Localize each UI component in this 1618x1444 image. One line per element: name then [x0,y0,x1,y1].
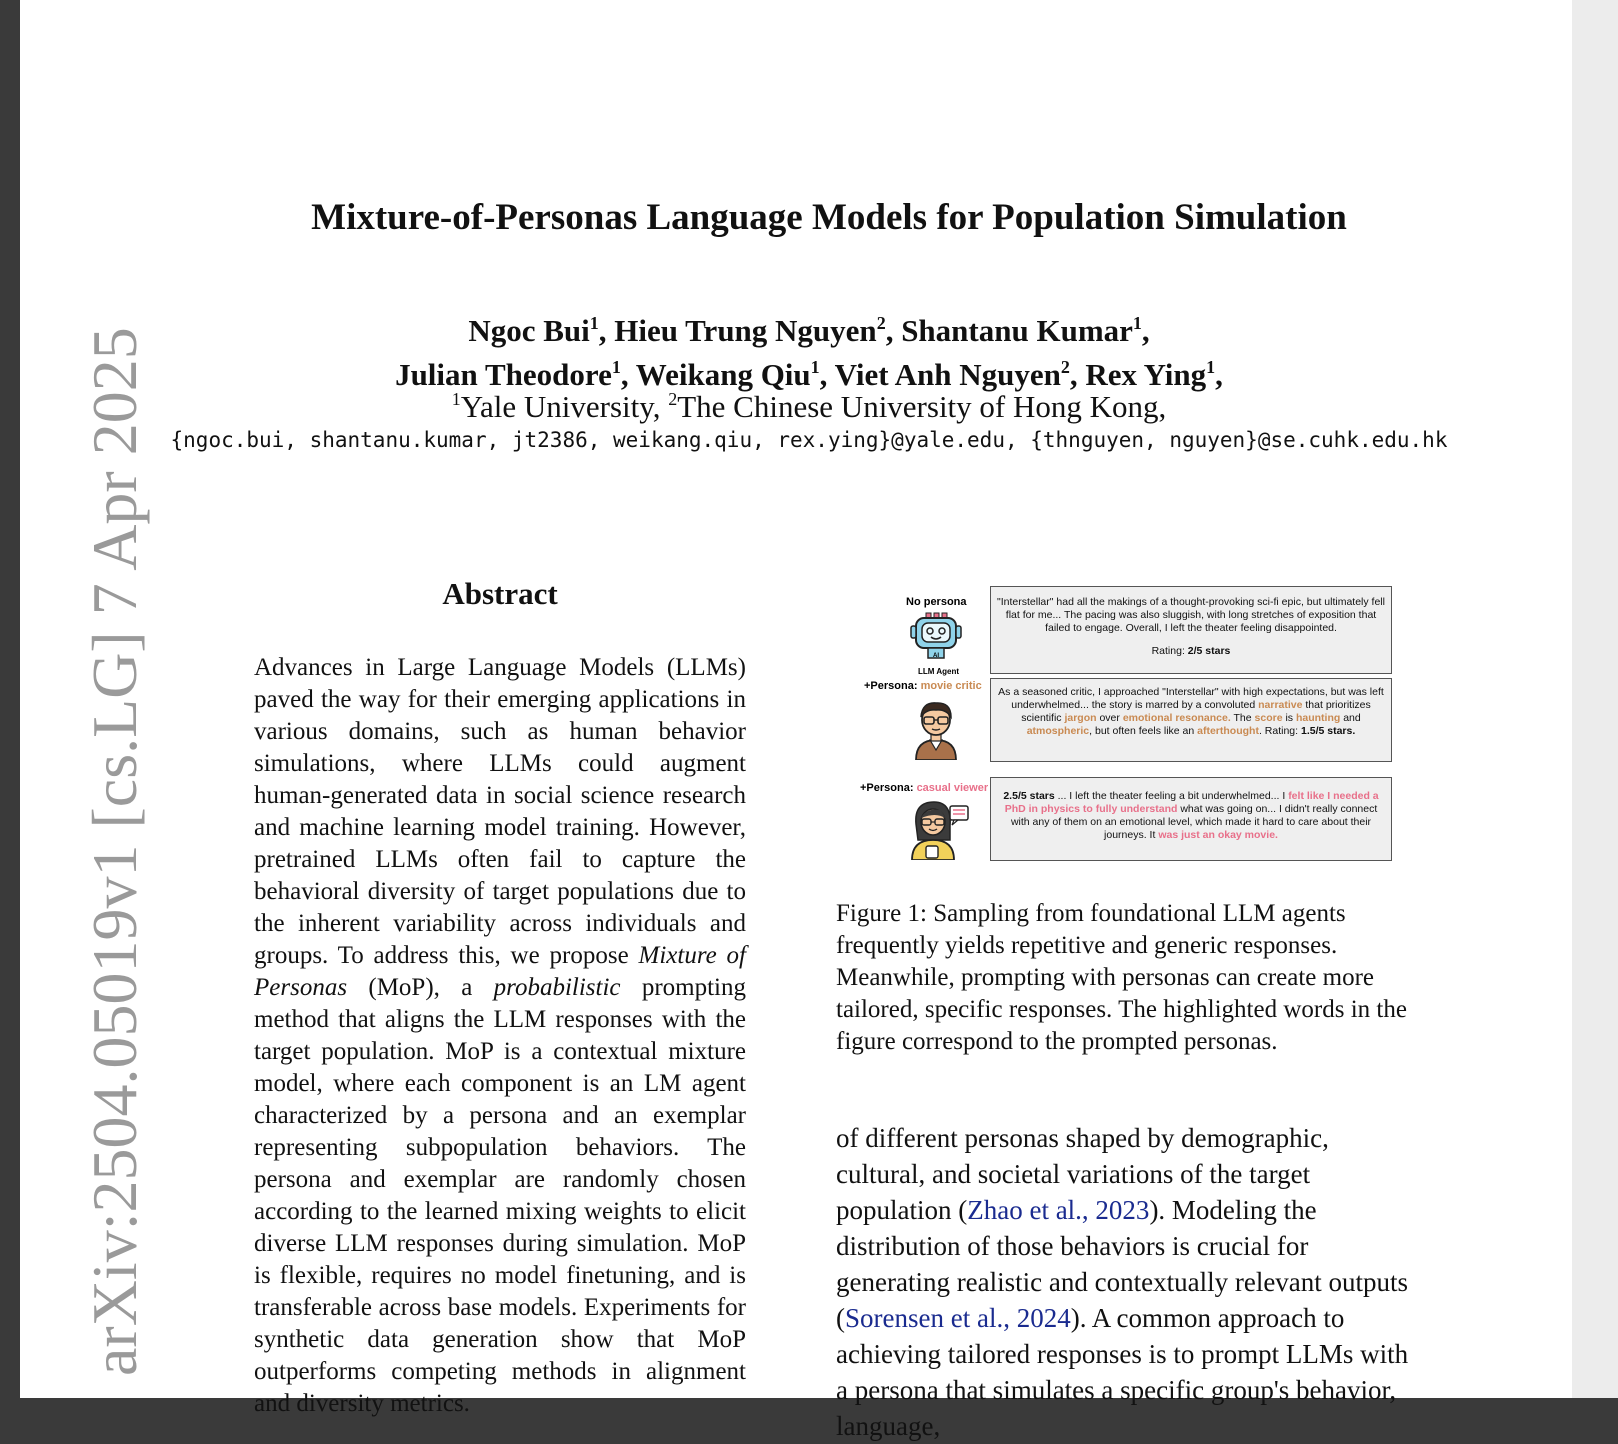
llm-agent-label: LLM Agent [918,667,960,676]
citation-zhao-2023[interactable]: Zhao et al., 2023 [967,1195,1150,1225]
casual-viewer-avatar-icon [906,796,970,860]
citation-sorensen-2024[interactable]: Sorensen et al., 2024 [845,1303,1071,1333]
author-line-1: Ngoc Bui$^1$, Hieu Trung Nguyen$^2$, Shantanu Kumar$^1$, [468,313,1150,348]
author: Rex Ying$^1$ [1085,357,1216,392]
author: Shantanu Kumar$^1$ [901,313,1142,348]
author: Ngoc Bui$^1$ [468,313,599,348]
author-emails: {ngoc.bui, shantanu.kumar, jt2386, weikang.qiu, rex.ying}@yale.edu, {thnguyen, nguyen}@se.cuhk.edu.hk [170,428,1448,452]
robot-agent-icon [908,610,964,662]
response-text: "Interstellar" had all the makings of a thought-provoking sci-fi epic, but ultimately fell flat for me... The pacing was also sluggish, with long stretches of exposition that failed to engage. Overall, I left the theater feeling disappointed. [997,596,1385,634]
body-paragraph: of different personas shaped by demographic, cultural, and societal variations of the target population (Zhao et al., 2023). Modeling the distribution of those behaviors is crucial for generating realistic and contextually relevant outputs (Sorensen et al., 2024). A common approach to achieving tailored responses is to prompt LLMs with a persona that simulates a specific group's behavior, language, [836,1123,1409,1441]
label-persona-critic: +Persona: movie critic [864,680,982,692]
label-no-persona: No persona [906,596,967,608]
response-box-casual-viewer: 2.5/5 stars ... I left the theater feeling a bit underwhelmed... I felt like I needed a PhD in physics to fully understand what was going on... I didn't really connect with any of them on an emotional level, which made it hard to care about their journeys. It was just an okay movie. [990,777,1392,861]
response-rating: Rating: 2/5 stars [1151,645,1231,657]
response-box-movie-critic: As a seasoned critic, I approached "Interstellar" with high expectations, but was left underwhelmed... the story is marred by a convoluted narrative that prioritizes scientific jargon over emotional resonance. The score is haunting and atmospheric, but often feels like an afterthought. Rating: 1.5/5 stars. [990,678,1392,762]
abstract-heading: Abstract [442,576,558,611]
author: Viet Anh Nguyen$^2$ [834,357,1070,392]
arxiv-watermark: arXiv:2504.05019v1 [cs.LG] 7 Apr 2025 [79,327,150,1376]
author: Julian Theodore$^1$ [395,357,621,392]
author: Weikang Qiu$^1$ [635,357,820,392]
viewer-scroll-gutter [1572,0,1618,1398]
author-line-2: Julian Theodore$^1$, Weikang Qiu$^1$, Viet Anh Nguyen$^2$, Rex Ying$^1$, [395,357,1223,392]
movie-critic-avatar-icon [908,698,964,760]
affiliations: $^1$Yale University, $^2$The Chinese University of Hong Kong, [451,389,1167,424]
figure-1 [856,588,1424,868]
label-persona-casual: +Persona: casual viewer [860,782,989,794]
response-box-no-persona [990,586,1392,674]
svg-text:AI: AI [933,653,939,659]
abstract-text: Advances in Large Language Models (LLMs) paved the way for their emerging applications in various domains, such as human behavior simulations, where LLMs could augment human-generated data in social science research and machine learning model training. However, pretrained LLMs often fail to capture the behavioral diversity of target populations due to the inherent variability across individuals and groups. To address this, we propose Mixture of Personas (MoP), a probabilistic prompting method that aligns the LLM responses with the target population. MoP is a contextual mixture model, where each component is an LM agent characterized by a persona and an exemplar representing subpopulation behaviors. The persona and exemplar are randomly chosen according to the learned mixing weights to elicit diverse LLM responses during simulation. MoP is flexible, requires no model finetuning, and is transferable across base models. Experiments for synthetic data generation show that MoP outperforms competing methods in alignment and diversity metrics. [254,654,747,1417]
author: Hieu Trung Nguyen$^2$ [614,313,886,348]
paper-title: Mixture-of-Personas Language Models for Population Simulation [311,197,1347,238]
figure-1-caption: Figure 1: Sampling from foundational LLM agents frequently yields repetitive and generic responses. Meanwhile, prompting with personas can create more tailored, specific responses. The highlighted words in the figure correspond to the prompted personas. [836,900,1407,1055]
author-list [0,305,1618,393]
